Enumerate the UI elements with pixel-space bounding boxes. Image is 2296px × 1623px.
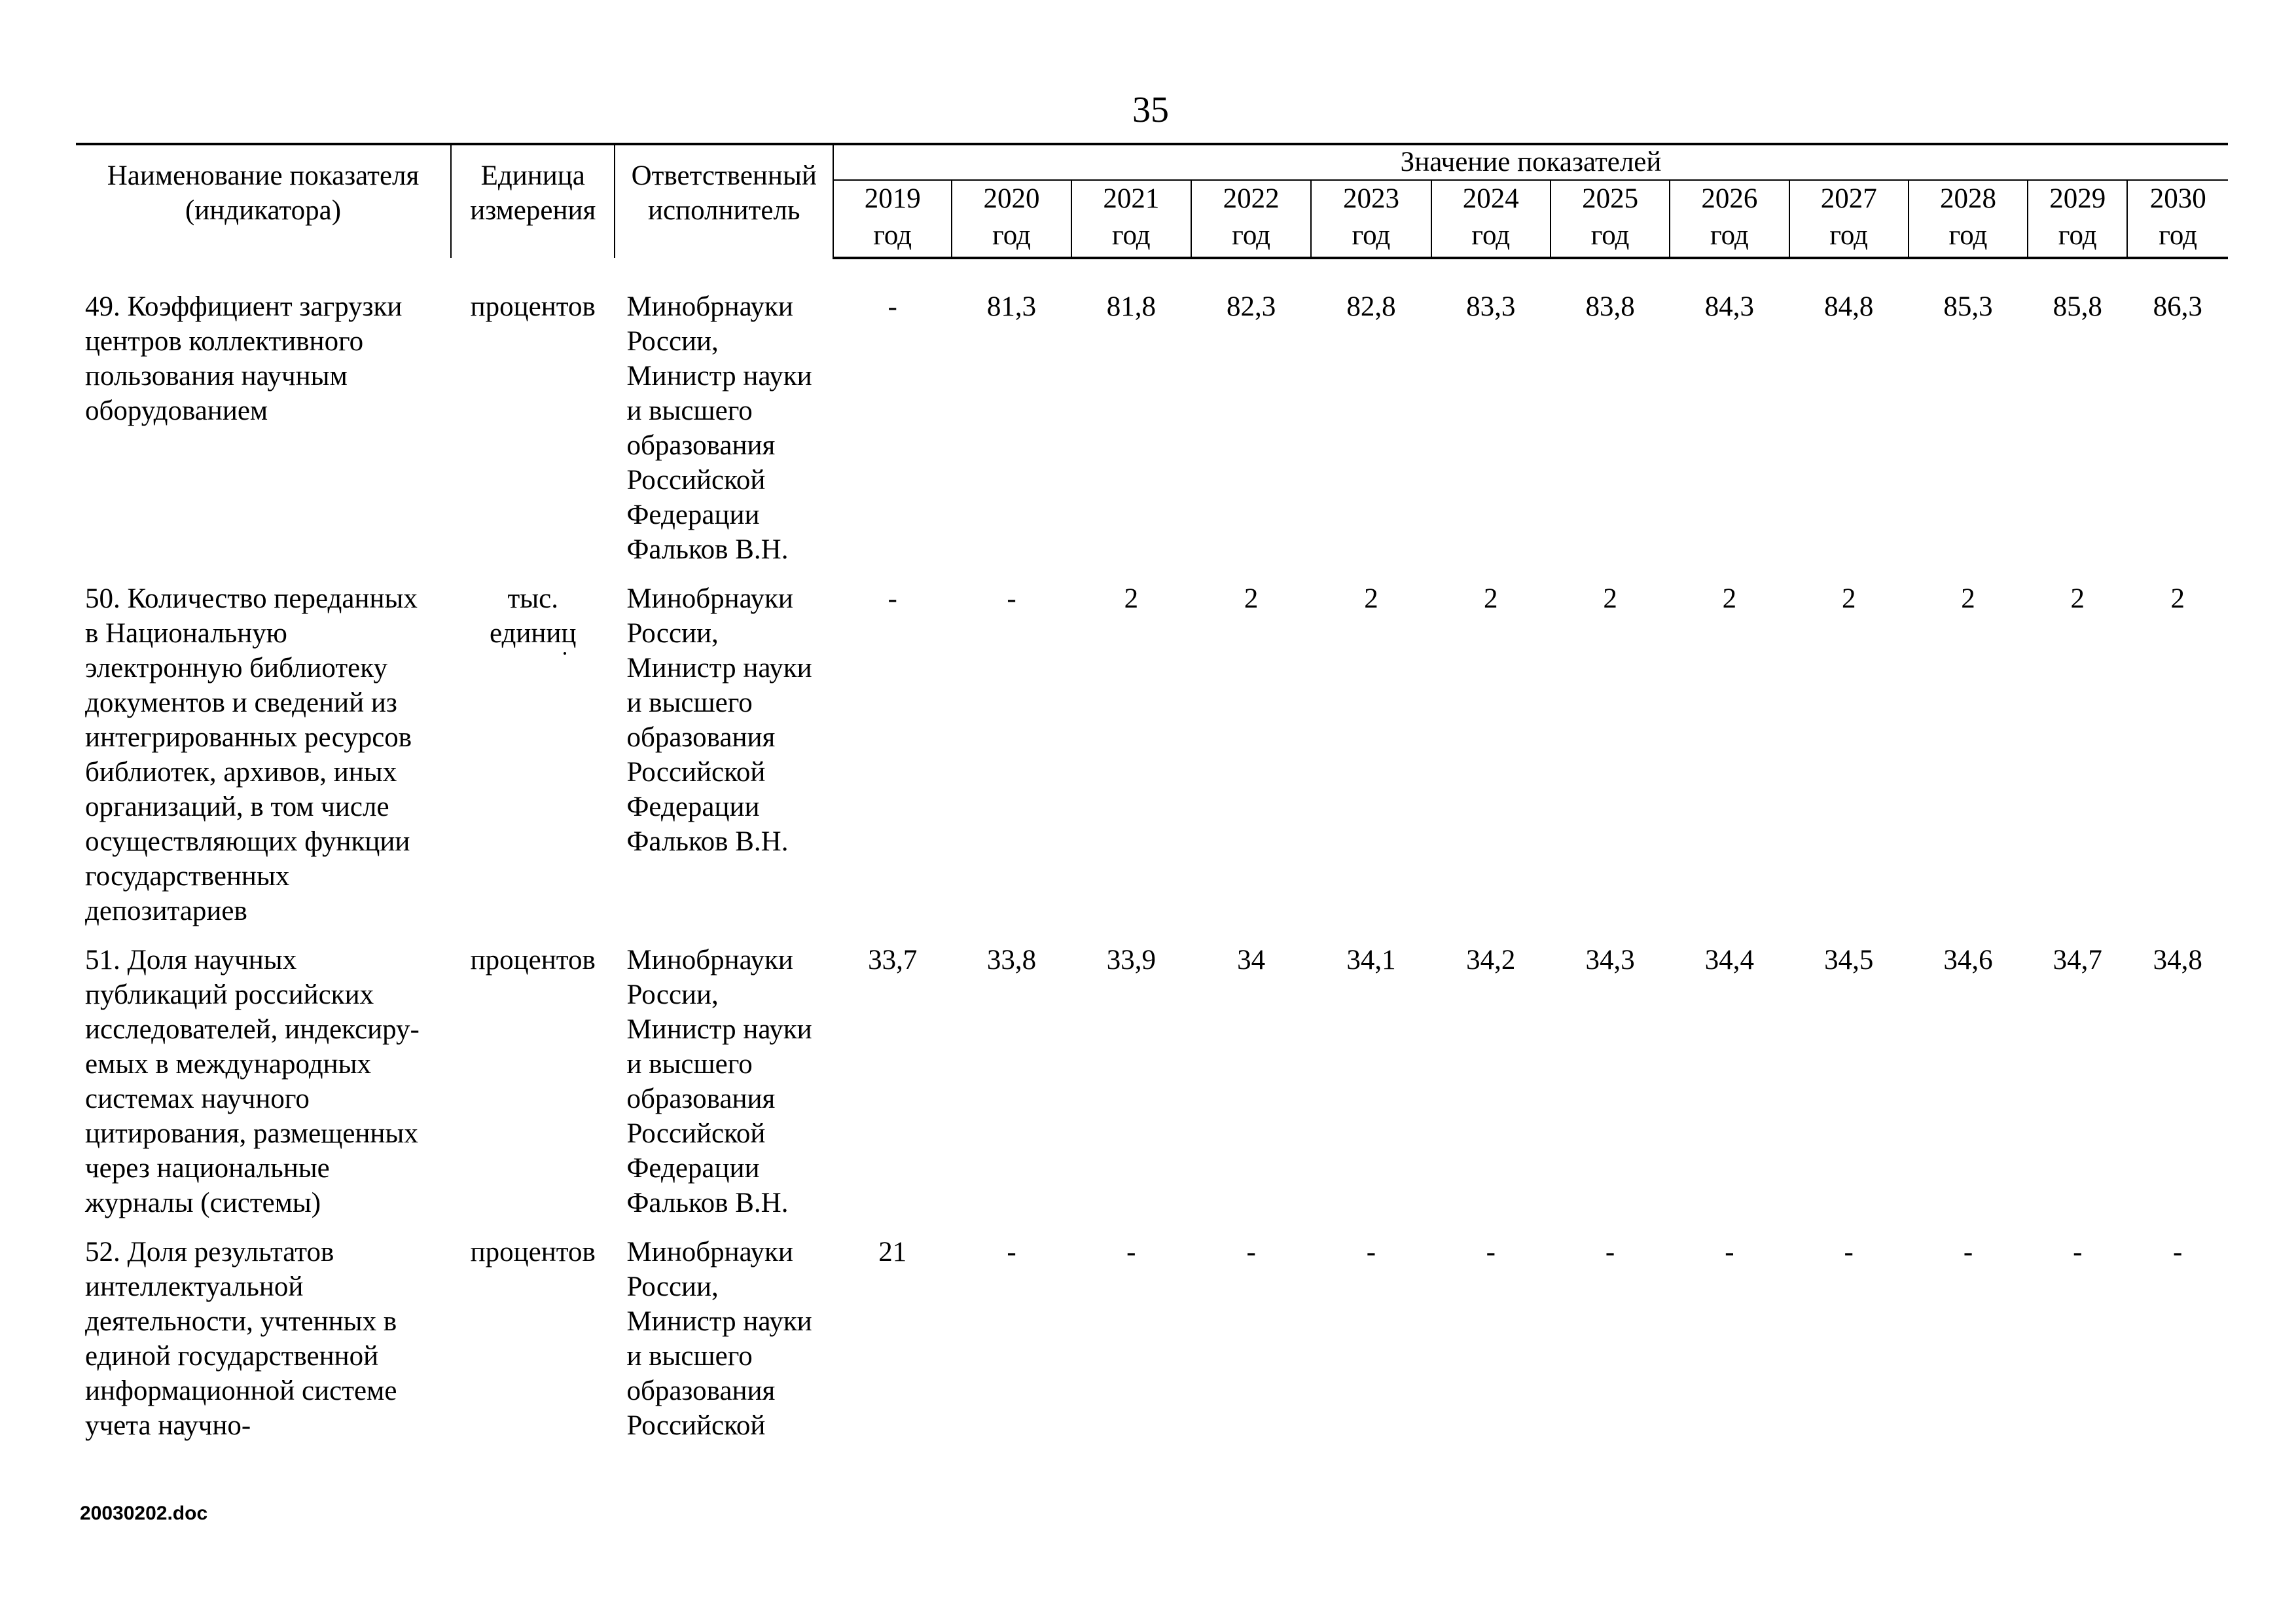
value-cell: 34,3 [1585,945,1635,976]
value-cell: 82,3 [1227,291,1276,322]
responsible-cell: Минобрнауки России, Министр науки и высшего образования Российской [626,1237,812,1441]
value-cell: 83,8 [1585,291,1635,322]
value-cell: 85,8 [2053,291,2102,322]
value-cell: - [1007,583,1016,614]
header-year: 2030 год [2127,180,2228,258]
value-cell: 2 [1841,583,1856,614]
footer-filename: 20030202.doc [80,1503,208,1524]
indicator-name: 49. Коэффициент загрузки центров коллективного пользования научным оборудованием [85,291,403,426]
value-cell: - [1963,1237,1973,1267]
header-year: 2022 год [1191,180,1311,258]
value-cell: 34 [1237,945,1266,976]
header-year: 2025 год [1551,180,1670,258]
value-cell: - [888,291,897,322]
value-cell: 2 [1484,583,1498,614]
value-cell: - [2173,1237,2183,1267]
value-cell: 2 [1961,583,1975,614]
header-year: 2023 год [1311,180,1431,258]
value-cell: 81,3 [986,291,1037,322]
value-cell: 2 [2170,583,2185,614]
value-cell: 2 [1124,583,1139,614]
value-cell: 2 [2070,583,2085,614]
value-cell: - [1486,1237,1496,1267]
header-responsible: Ответственный исполнитель [615,144,833,258]
table-row [76,289,2228,581]
responsible-cell: Минобрнауки России, Министр науки и высшего образования Российской Федерации Фальков В.Н. [626,583,812,857]
value-cell: 34,6 [1943,945,1993,976]
indicator-table [76,143,2228,1457]
value-cell: 2 [1364,583,1378,614]
header-year: 2021 год [1071,180,1191,258]
indicator-name: 51. Доля научных публикаций российских исследователей, индексиру- емых в международных системах научного цитирования, размещенных через национальные журналы (системы) [85,945,420,1218]
table-row [76,943,2228,1235]
value-cell: 34,1 [1346,945,1396,976]
header-name: Наименование показателя (индикатора) [76,144,451,258]
table-row [76,1235,2228,1457]
table-row [76,581,2228,943]
value-cell: 83,3 [1466,291,1516,322]
value-cell: 34,2 [1466,945,1516,976]
page-number: 35 [1132,90,1169,130]
value-cell: 84,3 [1704,291,1754,322]
header-year: 2029 год [2028,180,2127,258]
value-cell: 34,8 [2153,945,2202,976]
indicator-name: 50. Количество переданных в Национальную электронную библиотеку документов и сведений из интегрированных ресурсов библиотек, архивов, иных организаций, в том числе осуществляющих функции государственных депозитариев [85,583,418,926]
value-cell: - [1246,1237,1256,1267]
value-cell: - [1725,1237,1734,1267]
value-cell: 34,4 [1704,945,1754,976]
unit-cell: тыс. единиц [451,581,615,943]
unit-cell: процентов [470,291,596,322]
header-year: 2027 год [1789,180,1909,258]
value-cell: 2 [1603,583,1617,614]
stray-dot [564,652,566,655]
value-cell: 84,8 [1824,291,1874,322]
value-cell: - [1605,1237,1615,1267]
value-cell: 2 [1244,583,1259,614]
value-cell: 34,5 [1824,945,1874,976]
value-cell: 81,8 [1106,291,1156,322]
header-year: 2019 год [833,180,952,258]
value-cell: - [1844,1237,1854,1267]
unit-cell: процентов [470,945,596,976]
unit-cell: процентов [470,1237,596,1267]
value-cell: - [1366,1237,1376,1267]
value-cell: - [1126,1237,1136,1267]
header-year: 2024 год [1431,180,1551,258]
value-cell: 2 [1722,583,1737,614]
header-year: 2020 год [952,180,1071,258]
value-cell: - [1007,1237,1016,1267]
header-values: Значение показателей [833,144,2228,180]
header-year: 2028 год [1909,180,2028,258]
responsible-cell: Минобрнауки России, Министр науки и высшего образования Российской Федерации Фальков В.Н. [626,945,812,1218]
value-cell: - [2073,1237,2083,1267]
value-cell: 85,3 [1943,291,1993,322]
value-cell: 33,9 [1106,945,1156,976]
value-cell: 21 [878,1237,907,1267]
value-cell: 82,8 [1346,291,1396,322]
header-unit: Единица измерения [451,144,615,258]
responsible-cell: Минобрнауки России, Министр науки и высшего образования Российской Федерации Фальков В.Н. [626,291,812,565]
value-cell: 33,7 [868,945,918,976]
value-cell: - [888,583,897,614]
indicator-name: 52. Доля результатов интеллектуальной деятельности, учтенных в единой государственной информационной системе учета научно- [85,1237,397,1441]
value-cell: 86,3 [2153,291,2202,322]
value-cell: 33,8 [986,945,1037,976]
value-cell: 34,7 [2053,945,2102,976]
header-year: 2026 год [1670,180,1789,258]
